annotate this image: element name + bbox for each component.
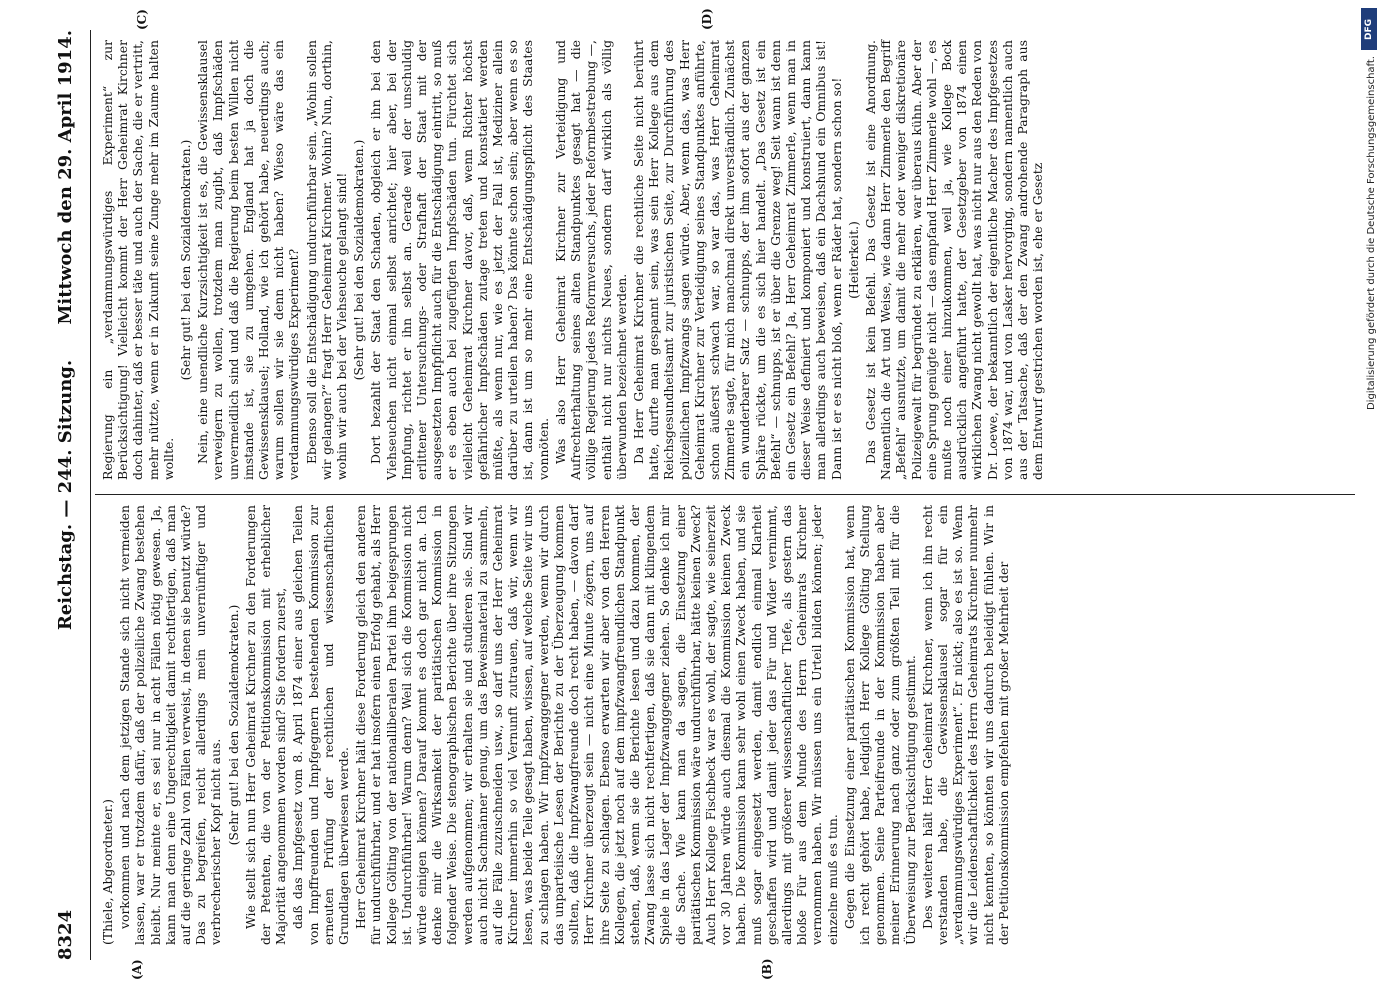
margin-marker-c: (C) xyxy=(135,9,149,30)
paragraph: Nein, eine unendliche Kurzsichtigkeit ist es, die Gewissensklausel verweigern zu wollen, trotzdem man zugibt, daß Impfschäden unvermeidlich sind und daß die Regierung beim besten Willen nicht imstande ist, sie zu umgehen. England hat ja doch die Gewissensklausel; Holland, wie ich gehört habe, neuerdings auch; warum sollen wir sie denn nicht haben? Wieso wäre das ein verdammungswürdiges Experiment? xyxy=(195,40,302,480)
quoted-demand: daß das Impfgesetz vom 8. April 1874 einer aus gleichen Teilen von Impffreunden und Impfgegnern bestehenden Kommission zur erneuten Prüfung der rechtlichen und wissenschaftlichen Grundlagen überwiesen werde. xyxy=(290,505,352,945)
left-column xyxy=(100,505,1013,945)
session-date: Mittwoch den 29. April 1914. xyxy=(55,30,76,325)
digitization-credit: Digitalisierung gefördert durch die Deutsche Forschungsgemeinschaft. xyxy=(1366,56,1377,411)
paragraph: Dort bezahlt der Staat den Schaden, obgleich er ihn bei den Viehseuchen nicht einmal selbst anrichtet; hier aber, bei der Impfung, richtet er ihn selbst an. Gerade weil der unschuldig erlittener Untersuchungs- oder Strafhaft der Staat mit der ausgesetzten Impfpflicht auch für die Entschädigung eintritt, so muß er es eben auch bei zugefügten Impfschäden tun. Fürchtet sich vielleicht Geheimrat Kirchner davor, daß, wenn Richter höchst gefährlicher Impfschäden zutage treten und konstatiert werden müßte, als wenn nur, wie es jetzt der Fall ist, Mediziner allein darüber zu urteilen haben? Das könnte schon sein; aber wenn es so ist, dann ist um so mehr eine Entschädigungspflicht des Staates vonnöten. xyxy=(368,40,551,480)
session-title: Reichstag. — 244. Sitzung. xyxy=(55,359,76,631)
right-column xyxy=(100,40,1047,480)
page-header xyxy=(55,30,85,960)
margin-marker-a: (A) xyxy=(130,959,144,980)
paragraph: Des weiteren hält Herr Geheimrat Kirchner, wenn ich ihn recht verstanden habe, die Gewissensklausel sogar für ein „verdammungswürdiges Experiment“. Er nickt; also es ist so. Wenn wir die Leidenschaftlichkeit des Herrn Geheimrats Kirchner nunmehr nicht kennten, so könnten wir uns dadurch beleidigt fühlen. Wir in der Petitionskommission empfehlen mit großer Mehrheit der xyxy=(919,505,1011,945)
column-divider xyxy=(95,494,1355,495)
margin-marker-b: (B) xyxy=(760,958,774,980)
interjection: (Sehr gut! bei den Sozialdemokraten.) xyxy=(225,604,241,846)
paragraph: Herr Geheimrat Kirchner hält diese Forderung gleich den anderen für undurchführbar, und er hat insofern einen Erfolg gehabt, als Herr Kollege Gölting von der nationalliberalen Partei ihm beigesprungen ist. Undurchführbar! Warum denn? Weil sich die Kommission nicht würde einigen können? Darauf kommt es doch gar nicht an. Ich denke mir die Wirksamkeit der paritätischen Kommission in folgender Weise. Die stenographischen Berichte über ihre Sitzungen werden aufgenommen; wir erhalten sie und studieren sie. Sind wir auch nicht Sachmänner genug, um das Beweismaterial zu sammeln, auf die Fälle zuzuschneiden usw., so darf uns der Herr Geheimrat Kirchner immerhin so viel Vernunft zutrauen, daß wir, wenn wir lesen, was beide Teile gesagt haben, wissen, auf welche Seite wir uns zu schlagen haben. Wir Impfzwanggegner werden, wenn wir durch das unparteiische Lesen der Berichte zu der Überzeugung kommen sollten, daß die Impfzwangfreunde doch recht haben, — davon darf Herr Kirchner überzeugt sein — nicht eine Minute zögern, uns auf ihre Seite zu schlagen. Ebenso erwarten wir aber von den Herren Kollegen, die jetzt noch auf dem impfzwangfreundlichen Standpunkt stehen, daß, wenn sie die Berichte lesen und dazu kommen, der Zwang lasse sich nicht rechtfertigen, daß sie dann mit klingendem Spiele in das Lager der Impfzwanggegner ziehen. So denke ich mir die Sache. Wie kann man da sagen, die Einsetzung einer paritätischen Kommission wäre undurchführbar, hätte keinen Zweck? Auch Herr Kollege Fischbeck war es wohl, der sagte, wie seinerzeit vor 30 Jahren würde auch diesmal die Kommission keinen Zweck haben. Die Kommission kann sehr wohl einen Zweck haben, und sie muß sogar eingesetzt werden, damit endlich einmal Klarheit geschaffen wird und damit jeder das Für und Wider vernimmt, allerdings mit größerer wissenschaftlicher Tiefe, als gestern das bloße Für aus dem Munde des Herrn Geheimrats Kirchner vernommen haben. Wir müssen uns ein Urteil bilden können; jeder einzelne muß es tun. xyxy=(353,505,840,945)
interjection: (Sehr gut! bei den Sozialdemokraten.) xyxy=(178,139,194,381)
paragraph: Das Gesetz ist kein Befehl. Das Gesetz ist eine Anordnung. Namentlich die Art und Weise, wie dann Herr Zimmerle den Begriff „Befehl“ ausnutzte, um damit die mehr oder weniger diskretionäre Polizeigewalt für begründet zu erklären, war überaus kühn. Aber der eine Sprung genügte nicht — das empfand Herr Zimmerle wohl —, es mußte noch einer hinzukommen, weil ja, wie Kollege Bock ausdrücklich angeführt hatte, der Gesetzgeber von 1874 einen wirklichen Zwang nicht gewollt hat, was nicht nur aus den Reden von Dr. Loewe, der bekanntlich der eigentliche Macher des Impfgesetzes von 1874 war, und von Lasker hervorging, sondern namentlich auch aus der Tatsache, daß der den Zwang androhende Paragraph aus dem Entwurf gestrichen worden ist, ehe er Gesetz xyxy=(862,40,1046,480)
paragraph: Da Herr Geheimrat Kirchner die rechtliche Seite nicht berührt hatte, durfte man gespannt sein, was sein Herr Kollege aus dem Reichsgesundheitsamt zur juristischen Seite, zur Durchführung des polizeilichen Impfzwangs sagen würde. Aber, wenn das, was Herr Geheimrat Kirchner zur Verteidigung seines Standpunktes anführte, schon äußerst schwach war, so war das, was Herr Geheimrat Zimmerle sagte, für mich manchmal direkt unverständlich. Zunächst ein wunderbarer Satz — schnupps, der ihm sofort aus der ganzen Sphäre rückte, um die es sich hier handelt. „Das Gesetz ist ein Befehl“ — schnupps, ist er über die Grenze weg! Seit wann ist denn ein Gesetz ein Befehl? Ja, Herr Geheimrat Zimmerle, wenn man in dieser Weise definiert und komponiert und konstruiert, dann kann man allerdings auch beweisen, daß ein Dachshund ein Omnibus ist! Dann ist er es nicht bloß, wenn er Räder hat, sondern schon so! xyxy=(630,40,844,480)
interjection: (Sehr gut! bei den Sozialdemokraten.) xyxy=(351,139,367,381)
paragraph: Gegen die Einsetzung einer paritätischen Kommission hat, wenn ich recht gehört habe, lediglich Herr Kollege Gölting Stellung genommen. Seine Parteifreunde in der Kommission haben aber meiner Erinnerung nach ganz oder zum größten Teil mit für die Überweisung zur Berücksichtigung gestimmt. xyxy=(841,505,918,945)
page-number: 8324 xyxy=(55,909,76,960)
interjection: (Heiterkeit.) xyxy=(845,221,861,299)
header-rule xyxy=(90,30,91,960)
paragraph: Ebenso soll die Entschädigung undurchführbar sein. „Wohin sollen wir gelangen?“ fragt Herr Geheimrat Kirchner. Wohin? Nun, dorthin, wohin wir auch bei der Viehseuche gelangt sind! xyxy=(303,40,350,480)
paragraph: Was also Herr Geheimrat Kirchner zur Verteidigung und Aufrechterhaltung seines alten Standpunktes gesagt hat — die völlige Regierung jedes Reformversuchs, jeder Reformbestrebung —, enthält nicht nur nichts Neues, sondern darf wirklich als völlig überwunden bezeichnet werden. xyxy=(552,40,629,480)
speaker-label: (Thiele, Abgeordneter.) xyxy=(100,799,115,945)
dfg-logo: DFG xyxy=(1361,8,1377,50)
margin-marker-d: (D) xyxy=(700,8,714,30)
paragraph: Wie stellt sich nun Herr Geheimrat Kirchner zu den Forderungen der Petenten, die von der Petitionskommission mit erheblicher Majorität angenommen worden sind? Sie fordern zuerst, xyxy=(242,505,289,945)
paragraph: vorkommen und nach dem jetzigen Stande sich nicht vermeiden lassen, war er trotzdem dafür, daß der polizeiliche Zwang bestehen bleibt. Nur meinte er, es sei nur in acht Fällen nötig gewesen. Ja, kann man denn eine Ungerechtigkeit damit rechtfertigen, daß man auf die geringe Zahl von Fällen verweist, in denen sie benutzt würde? Das zu begreifen, reicht allerdings mein unvernünftiger und verbrecherischer Kopf nicht aus. xyxy=(117,505,224,945)
paragraph: Regierung ein „verdammungswürdiges Experiment“ zur Berücksichtigung! Vielleicht kommt der Herr Geheimrat Kirchner doch dahinter, daß er besser täte und auch der Sache, die er vertritt, mehr nützte, wenn er in Zukunft seine Zunge mehr im Zaume halten wollte. xyxy=(100,40,176,480)
